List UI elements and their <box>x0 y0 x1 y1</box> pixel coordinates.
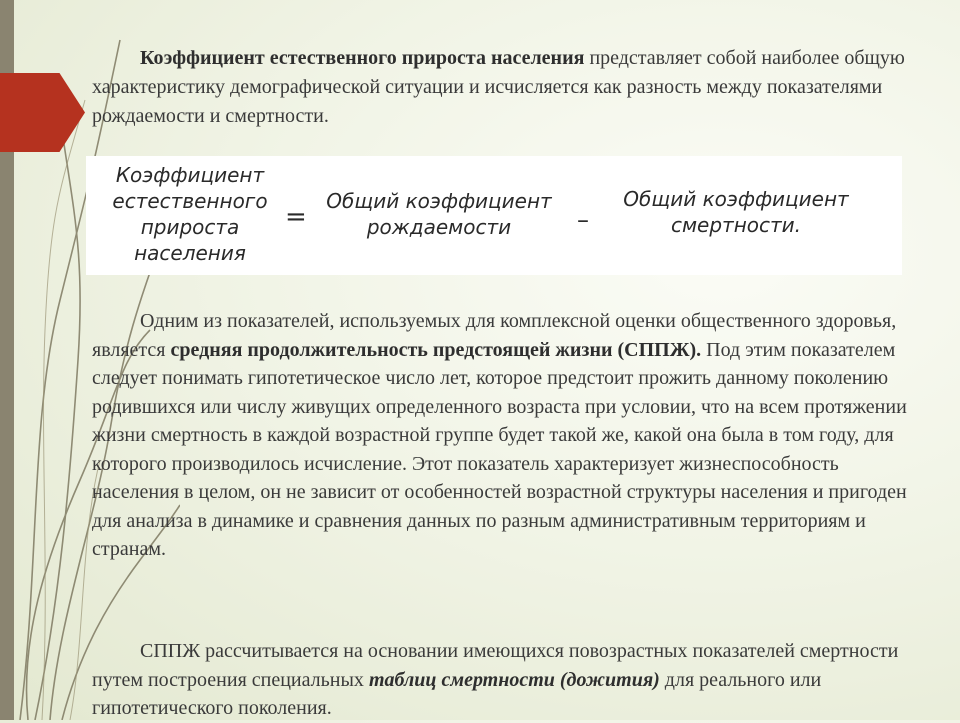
formula-death-line: Общий коэффициент <box>623 187 849 211</box>
paragraph-natural-growth <box>92 44 912 131</box>
formula-death-line: смертности. <box>670 213 802 237</box>
term-natural-growth: Коэффициент естественного прироста населения <box>140 47 585 69</box>
formula-birth-line: рождаемости <box>366 215 512 239</box>
formula-birth-term <box>314 188 564 240</box>
paragraph-life-expectancy <box>92 307 912 564</box>
formula-left-term <box>104 162 276 266</box>
formula-equals-sign: = <box>285 202 307 232</box>
term-life-expectancy: средняя продолжительность предстоящей жизни (СППЖ). <box>170 338 702 361</box>
red-arrow-tab <box>0 73 85 152</box>
formula-left-line: Коэффициент <box>115 163 265 187</box>
formula-left-line: прироста <box>140 215 240 239</box>
formula-minus-sign: – <box>577 206 589 234</box>
paragraph3-intro: СППЖ рассчитывается на основании имеющихся повозрастных показателей смертности путем построения специальных <box>92 640 899 691</box>
formula-death-term <box>611 186 861 238</box>
paragraph-life-tables <box>92 637 912 723</box>
formula-left-line: естественного <box>112 189 268 213</box>
formula-birth-line: Общий коэффициент <box>326 189 552 213</box>
paragraph2-text: Под этим показателем следует понимать гипотетическое число лет, которое предстоит прожить данному поколению родившихся или числу живущих определенного возраста при условии, что на всем протяжении жизни смертность в каждой возрастной группе будет такой же, какой она была в том году, для которого производилось исчисление. Этот показатель характеризует жизнеспособность населения в целом, он не зависит от особенностей возрастной структуры населения и пригоден для анализа в динамике и сравнения данных по разным административным территориям и странам. <box>92 338 907 560</box>
formula-box <box>86 156 902 275</box>
term-life-tables: таблиц смертности (дожития) <box>368 668 660 691</box>
paragraph2-intro: Одним из показателей, используемых для комплексной оценки общественного здоровья, является <box>92 310 897 361</box>
paragraph3-text: для реального или гипотетического поколения. <box>92 668 822 719</box>
paragraph1-text: представляет собой наиболее общую характеристику демографической ситуации и исчисляется как разность между показателями рождаемости и смертности. <box>92 47 905 127</box>
formula-left-line: населения <box>134 241 246 265</box>
